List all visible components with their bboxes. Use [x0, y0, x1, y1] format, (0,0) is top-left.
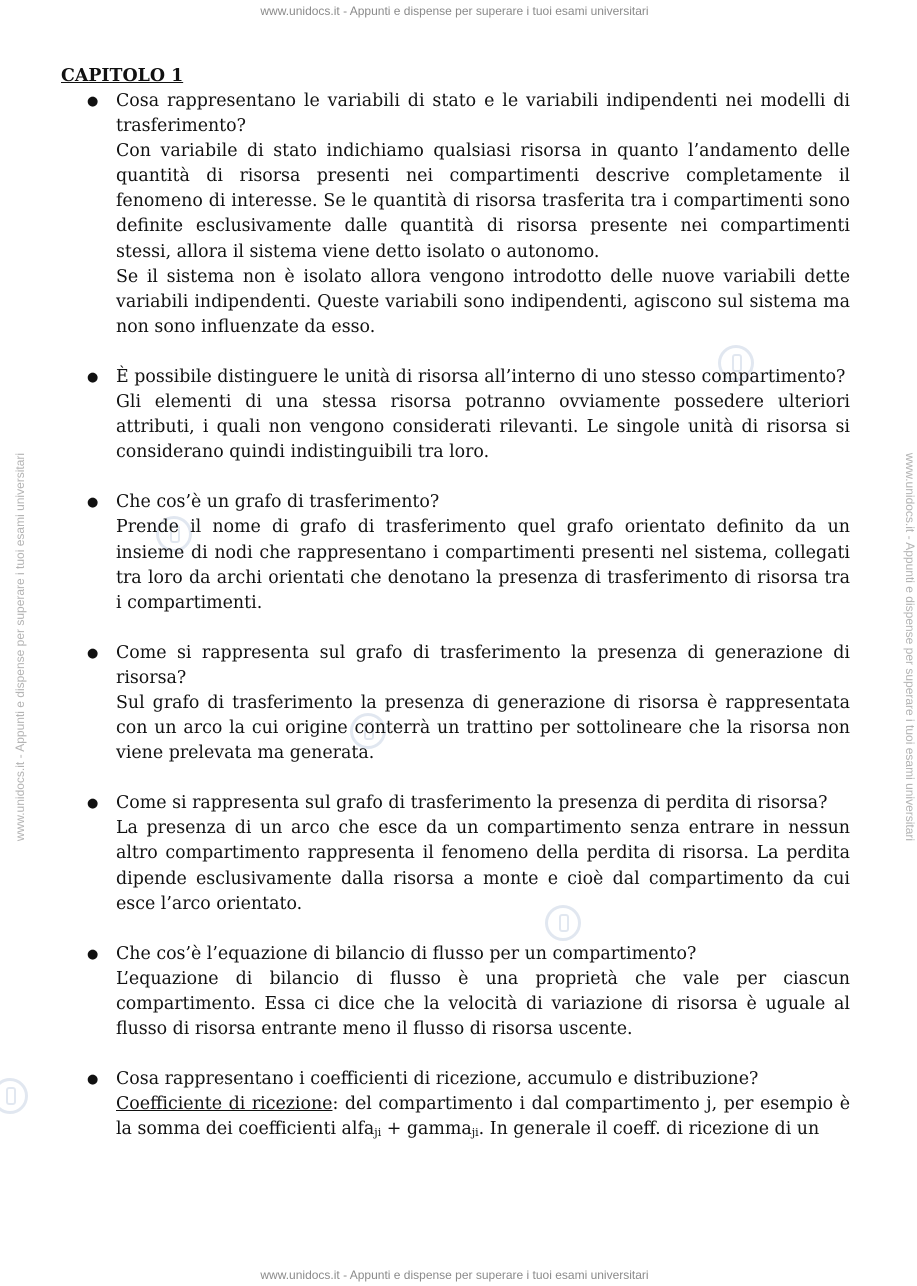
answer-paragraph: [116, 1092, 850, 1145]
footer-watermark: [0, 1268, 909, 1282]
answer-paragraph: Gli elementi di una stessa risorsa potranno ovviamente possedere ulteriori attributi, i quali non vengono considerati rilevanti. Le singole unità di risorsa si considerano quindi indistinguibili tra loro.: [116, 392, 850, 463]
answer-paragraph: Se il sistema non è isolato allora vengono introdotto delle nuove variabili dette variabili indipendenti. Queste variabili sono indipendenti, agiscono sul sistema ma non sono influenzate da esso.: [116, 266, 850, 337]
answer-text: [116, 816, 850, 916]
answer-paragraph: Sul grafo di trasferimento la presenza di generazione di risorsa è rappresentata con un arco la cui origine conterrà un trattino per sottolineare che la risorsa non viene prelevata ma generata.: [116, 692, 850, 764]
answer-fragment: . In generale il coeff. di ricezione di un: [478, 1119, 820, 1140]
subscript: ji: [471, 1126, 479, 1140]
list-item: [60, 641, 850, 766]
list-item: [60, 942, 850, 1042]
unidocs-logo-icon: [0, 1078, 28, 1114]
list-item: [60, 490, 850, 615]
question-text: Che cos’è un grafo di trasferimento?: [116, 492, 440, 513]
answer-text: [116, 1092, 850, 1145]
question-text: Che cos’è l’equazione di bilancio di flusso per un compartimento?: [116, 943, 697, 964]
question-text: Cosa rappresentano i coefficienti di ricezione, accumulo e distribuzione?: [116, 1069, 759, 1090]
question-text: Come si rappresenta sul grafo di trasferimento la presenza di perdita di risorsa?: [116, 793, 828, 814]
list-item: [60, 365, 850, 465]
question-text: È possibile distinguere le unità di risorsa all’interno di uno stesso compartimento?: [116, 366, 846, 387]
bullet-icon: ●: [87, 1072, 99, 1088]
question-text: Come si rappresenta sul grafo di trasferimento la presenza di generazione di risorsa?: [116, 642, 850, 688]
bullet-icon: ●: [87, 369, 99, 385]
answer-text: [116, 967, 850, 1042]
left-side-watermark: www.unidocs.it - Appunti e dispense per superare i tuoi esami universitari: [13, 452, 27, 842]
answer-paragraph: Con variabile di stato indichiamo qualsiasi risorsa in quanto l’andamento delle quantità di risorsa presenti nei compartimenti descrive completamente il fenomeno di interesse. Se le quantità di risorsa trasferita tra i compartimenti sono definite esclusivamente dalle quantità di risorsa presente nei compartimenti stessi, allora il sistema viene detto isolato o autonomo.: [116, 141, 850, 262]
answer-paragraph: Prende il nome di grafo di trasferimento quel grafo orientato definito da un insieme di nodi che rappresentano i compartimenti presenti nel sistema, collegati tra loro da archi orientati che denotano la presenza di trasferimento di risorsa tra i compartimenti.: [116, 517, 850, 613]
bullet-icon: ●: [87, 495, 99, 511]
chapter-title: CAPITOLO 1: [61, 66, 184, 86]
bullet-icon: ●: [87, 645, 99, 661]
bullet-icon: ●: [87, 946, 99, 962]
answer-fragment: : del compartimento i dal compartimento j, per esempio è la somma dei coefficienti alfa: [116, 1094, 850, 1140]
answer-text: [116, 515, 850, 615]
list-item: [60, 1067, 850, 1145]
list-item: [60, 791, 850, 916]
footer-watermark-text: www.unidocs.it - Appunti e dispense per superare i tuoi esami universitari: [260, 1268, 649, 1282]
answer-text: [116, 390, 850, 465]
bullet-icon: ●: [87, 94, 99, 109]
subscript: ji: [374, 1126, 382, 1140]
answer-text: [116, 139, 850, 340]
header-watermark-text: www.unidocs.it - Appunti e dispense per superare i tuoi esami universitari: [260, 4, 649, 18]
question-list: [60, 89, 850, 1145]
document-body: [60, 64, 850, 1170]
list-item: [60, 89, 850, 340]
answer-paragraph: L’equazione di bilancio di flusso è una proprietà che vale per ciascun compartimento. Essa ci dice che la velocità di variazione di risorsa è uguale al flusso di risorsa entrante meno il flusso di risorsa uscente.: [116, 968, 850, 1039]
term-label: Coefficiente di ricezione: [116, 1094, 333, 1115]
header-watermark: [0, 4, 909, 18]
answer-paragraph: La presenza di un arco che esce da un compartimento senza entrare in nessun altro compartimento rappresenta il fenomeno della perdita di risorsa. La perdita dipende esclusivamente dalla risorsa a monte e cioè dal compartimento da cui esce l’arco orientato.: [116, 818, 850, 914]
answer-text: [116, 691, 850, 766]
answer-fragment: + gamma: [381, 1119, 472, 1140]
right-side-watermark: www.unidocs.it - Appunti e dispense per superare i tuoi esami universitari: [903, 452, 917, 842]
bullet-icon: ●: [87, 796, 99, 812]
question-text: Cosa rappresentano le variabili di stato e le variabili indipendenti nei modelli di trasferimento?: [116, 91, 850, 137]
